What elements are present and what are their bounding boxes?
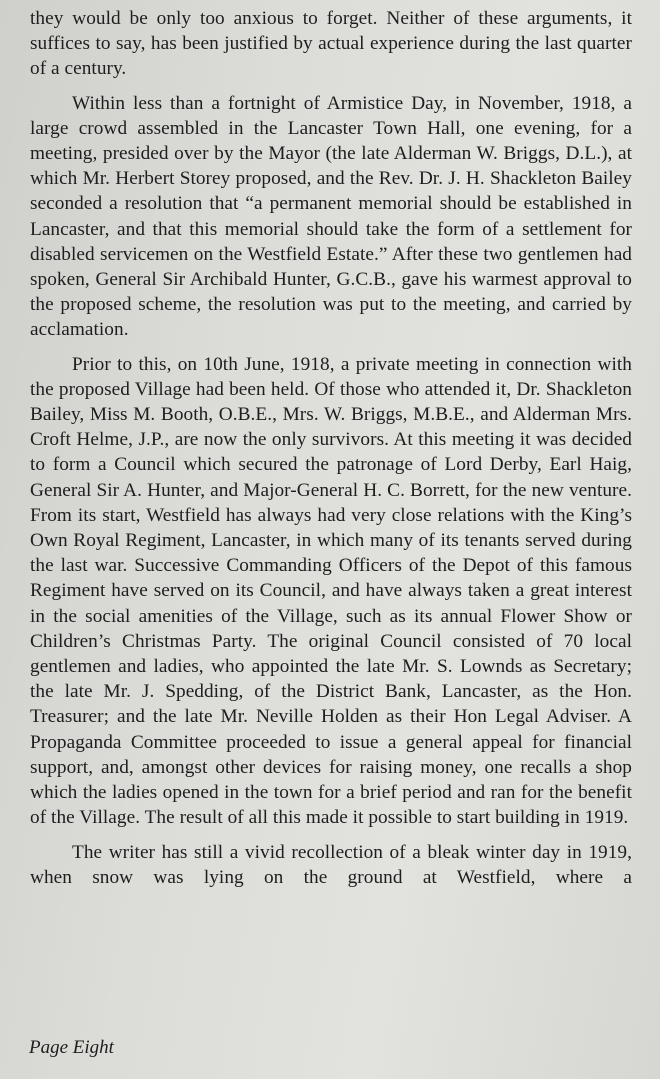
body-text <box>30 6 632 899</box>
paragraph-2: Within less than a fortnight of Armistice Day, in November, 1918, a large crowd assembled in the Lancaster Town Hall, one evening, for a meeting, presided over by the Mayor (the late Alderman W. Briggs, D.L.), at which Mr. Herbert Storey proposed, and the Rev. Dr. J. H. Shackleton Bailey seconded a resolution that “a permanent memorial should be established in Lancaster, and that this memorial should take the form of a settlement for disabled servicemen on the Westfield Estate.” After these two gentlemen had spoken, General Sir Archibald Hunter, G.C.B., gave his warmest approval to the proposed scheme, the resolution was put to the meeting, and carried by acclamation. <box>30 92 632 341</box>
paragraph-4: The writer has still a vivid recollection of a bleak winter day in 1919, when snow was lying on the ground at Westfield, where a <box>30 841 632 888</box>
paragraph-3: Prior to this, on 10th June, 1918, a private meeting in connection with the proposed Village had been held. Of those who attended it, Dr. Shackleton Bailey, Miss M. Booth, O.B.E., Mrs. W. Briggs, M.B.E., and Alderman Mrs. Croft Helme, J.P., are now the only survivors. At this meeting it was decided to form a Council which secured the patronage of Lord Derby, Earl Haig, General Sir A. Hunter, and Major-General H. C. Borrett, for the new venture. From its start, Westfield has always had very close relations with the King’s Own Royal Regiment, Lancaster, in which many of its tenants served during the last war. Successive Commanding Officers of the Depot of this famous Regiment have served on its Council, and have always taken a great interest in the social amenities of the Village, such as its annual Flower Show or Children’s Christmas Party. The original Council consisted of 70 local gentlemen and ladies, who appointed the late Mr. S. Lownds as Secretary; the late Mr. J. Spedding, of the District Bank, Lancaster, as the Hon. Treasurer; and the late Mr. Neville Holden as their Hon Legal Adviser. A Propaganda Committee proceeded to issue a general appeal for financial support, and, amongst other devices for raising money, one recalls a shop which the ladies opened in the town for a brief period and ran for the benefit of the Village. The result of all this made it possible to start building in 1919. <box>30 353 632 829</box>
page-number: Page Eight <box>29 1037 114 1058</box>
paragraph-1: they would be only too anxious to forget. Neither of these arguments, it suffices to say, has been justified by actual experience during the last quarter of a century. <box>30 8 632 80</box>
